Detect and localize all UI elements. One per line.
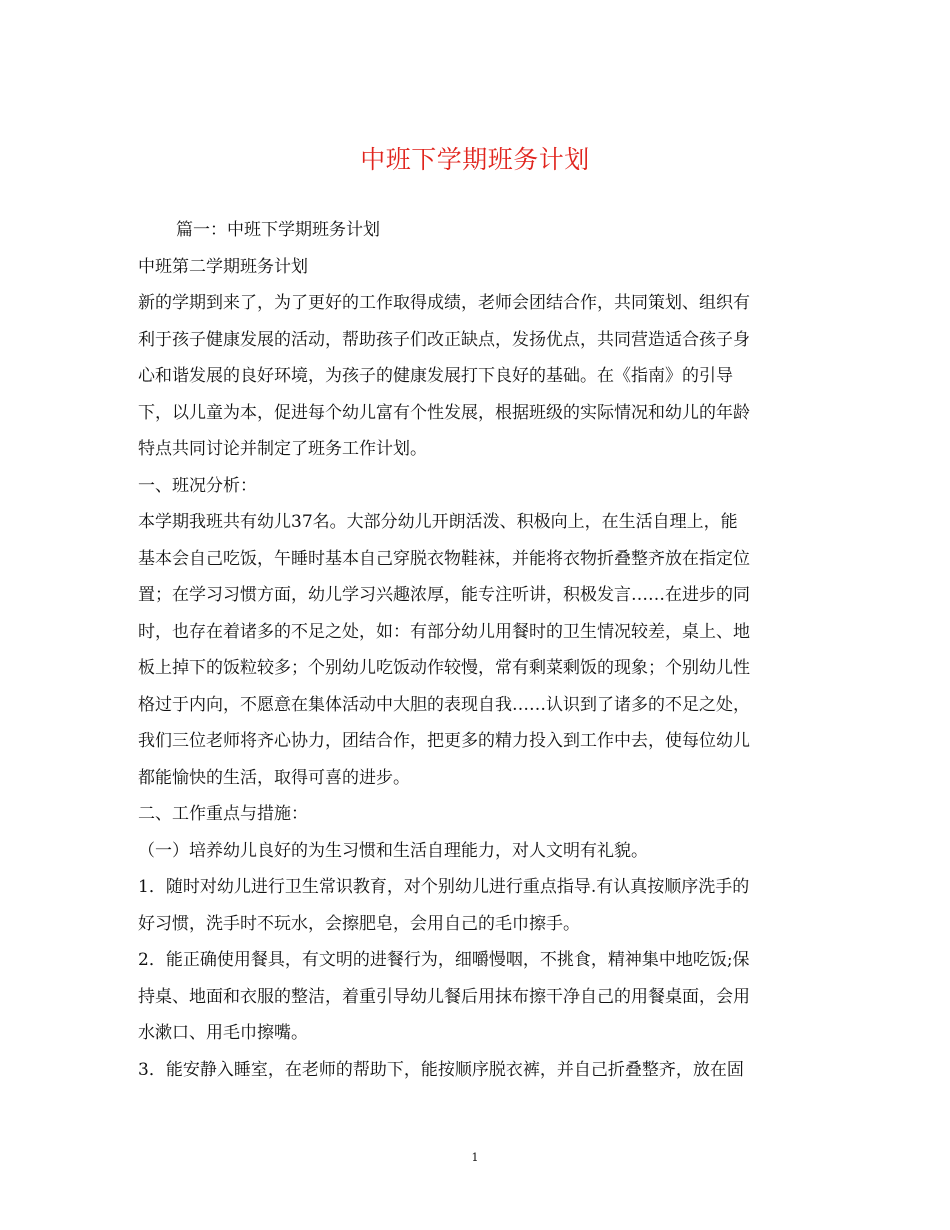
text-line: 水漱口、用毛巾擦嘴。 — [138, 1023, 308, 1043]
text-line: 本学期我班共有幼儿37名。大部分幼儿开朗活泼、积极向上，在生活自理上，能 — [138, 512, 738, 532]
text-line: 心和谐发展的良好环境，为孩子的健康发展打下良好的基础。在《指南》的引导 — [138, 366, 733, 386]
text-line: 板上掉下的饭粒较多；个别幼儿吃饭动作较慢，常有剩菜剩饭的现象；个别幼儿性 — [138, 658, 750, 678]
text-line: 基本会自己吃饭，午睡时基本自己穿脱衣物鞋袜，并能将衣物折叠整齐放在指定位 — [138, 548, 750, 569]
text-line: 利于孩子健康发展的活动，帮助孩子们改正缺点，发扬优点，共同营造适合孩子身 — [138, 329, 750, 350]
document-title: 中班下学期班务计划 — [360, 145, 590, 174]
text-line: 3．能安静入睡室，在老师的帮助下，能按顺序脱衣裤，并自己折叠整齐，放在固 — [138, 1059, 744, 1080]
text-line: 特点共同讨论并制定了班务工作计划。 — [138, 439, 427, 459]
text-line: 下，以儿童为本，促进每个幼儿富有个性发展，根据班级的实际情况和幼儿的年龄 — [138, 402, 750, 423]
section-heading: 二、工作重点与措施： — [138, 804, 308, 824]
text-line: 2．能正确使用餐具，有文明的进餐行为，细嚼慢咽，不挑食，精神集中地吃饭;保 — [138, 950, 750, 970]
text-line: 都能愉快的生活，取得可喜的进步。 — [138, 767, 410, 788]
text-line: 持桌、地面和衣服的整洁，着重引导幼儿餐后用抹布擦干净自己的用餐桌面，会用 — [138, 986, 750, 1007]
text-line: 1．随时对幼儿进行卫生常识教育，对个别幼儿进行重点指导.有认真按顺序洗手的 — [138, 877, 750, 897]
document-body — [138, 215, 818, 1086]
subsection-heading: （一）培养幼儿良好的为生习惯和生活自理能力，对人文明有礼貌。 — [138, 840, 648, 861]
text-line: 我们三位老师将齐心协力，团结合作，把更多的精力投入到工作中去，使每位幼儿 — [138, 731, 750, 751]
page-number: 1 — [471, 1151, 479, 1164]
text-line: 好习惯，洗手时不玩水，会擦肥皂，会用自己的毛巾擦手。 — [138, 913, 580, 934]
text-line: 新的学期到来了，为了更好的工作取得成绩，老师会团结合作，共同策划、组织有 — [138, 293, 750, 313]
section-heading: 篇一：中班下学期班务计划 — [176, 220, 380, 240]
text-line: 时，也存在着诸多的不足之处，如：有部分幼儿用餐时的卫生情况较差，桌上、地 — [138, 621, 750, 642]
subtitle-line: 中班第二学期班务计划 — [138, 256, 308, 277]
text-line: 格过于内向，不愿意在集体活动中大胆的表现自我……认识到了诸多的不足之处， — [138, 694, 750, 715]
section-heading: 一、班况分析： — [138, 475, 257, 496]
text-line: 置；在学习习惯方面，幼儿学习兴趣浓厚，能专注听讲，积极发言……在进步的同 — [138, 585, 750, 605]
